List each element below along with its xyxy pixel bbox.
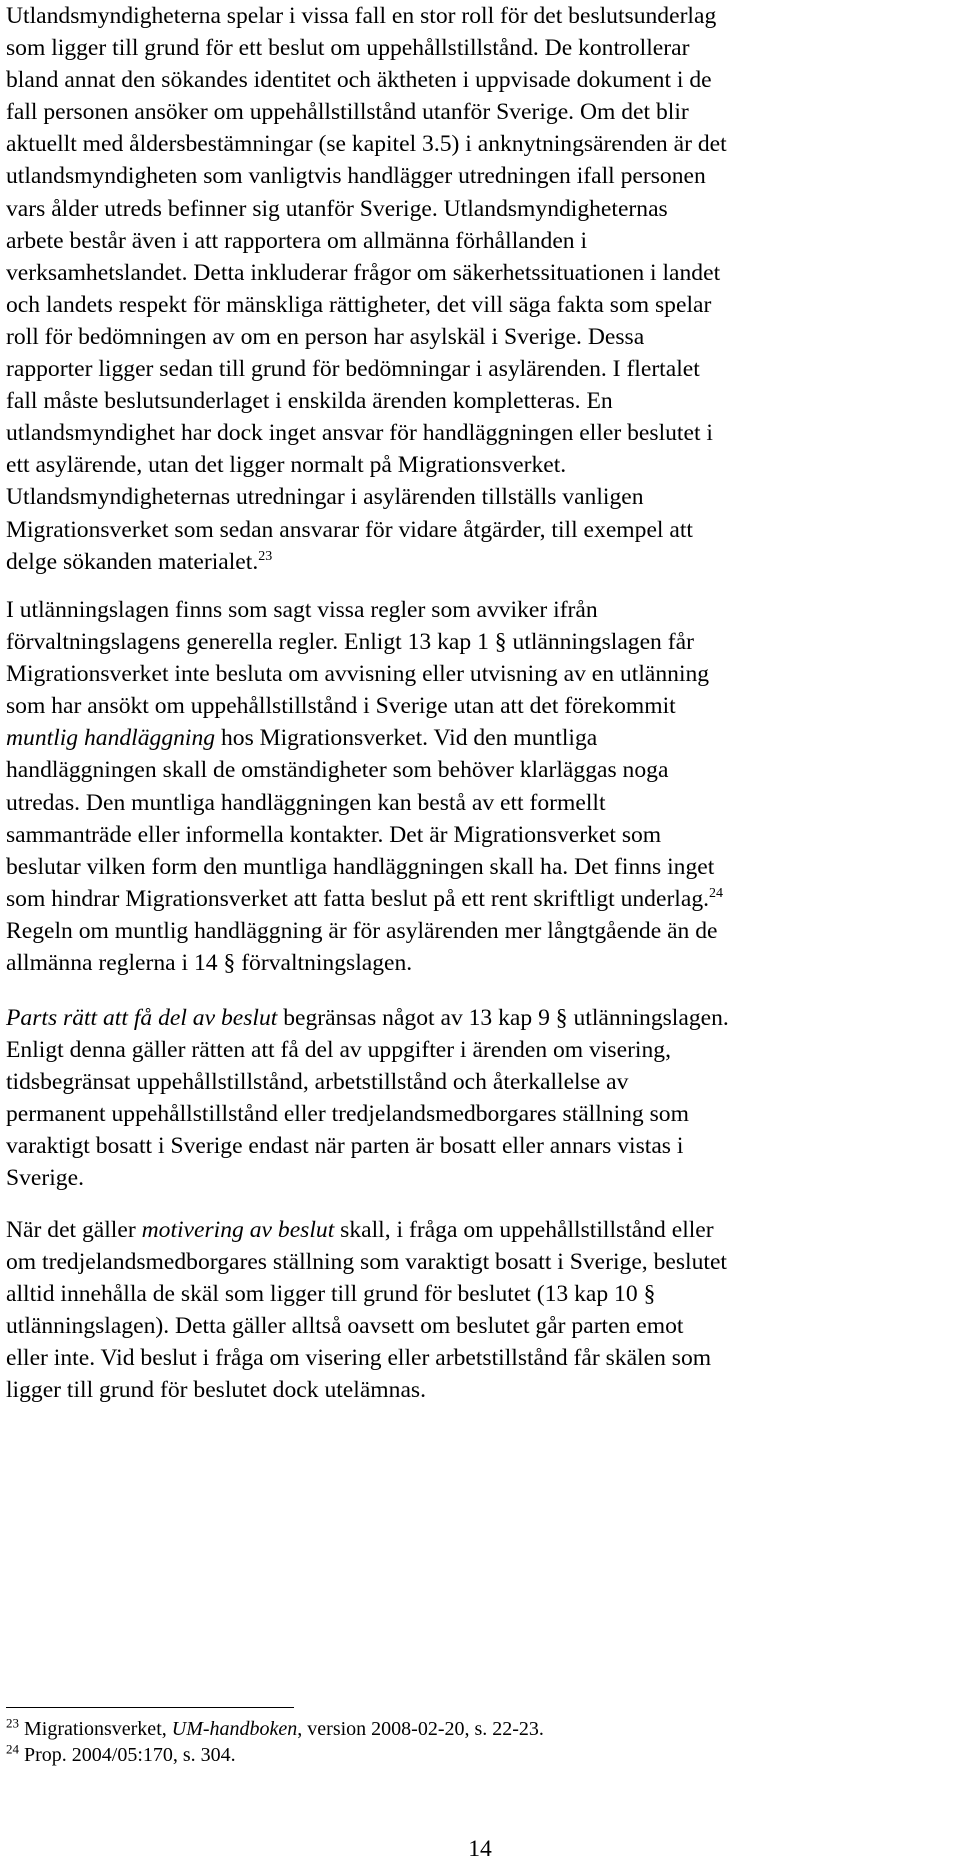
text-line [6,353,727,385]
text-run: utlänningslagen). Detta gäller alltså oavsett om beslutet går parten emot [6,1313,684,1340]
text-run: handläggningen skall de omständigheter som behöver klarläggas noga [6,757,669,784]
text-run: rapporter ligger sedan till grund för bedömningar i asylärenden. I flertalet [6,356,700,383]
text-line [6,514,727,546]
text-line [6,546,727,578]
text-line [6,1374,727,1406]
text-line [6,289,727,321]
text-line [6,754,723,786]
emphasis-text: UM-handboken [171,1718,298,1740]
text-run: allmänna reglerna i 14 [6,950,224,977]
text-line [6,819,723,851]
text-run: utlandsmyndigheten som vanligtvis handlägger utredningen ifall personen [6,163,706,190]
text-line [6,417,727,449]
text-run: fall personen ansöker om uppehållstillstånd utanför Sverige. Om det blir [6,99,689,126]
text-run: roll för bedömningen av om en person har asylskäl i Sverige. Dessa [6,323,645,350]
text-run: Utlandsmyndigheterna spelar i vissa fall en stor roll för det beslutsunderlag [6,3,717,29]
text-run: eller inte. Vid beslut i fråga om visering eller arbetstillstånd får skälen som [6,1345,712,1372]
section-sign: § [223,950,236,977]
footnote-24 [6,1742,236,1768]
text-run: om tredjelandsmedborgares ställning som varaktigt bosatt i Sverige, beslutet [6,1249,727,1276]
text-line [6,1130,729,1162]
text-run: fall måste beslutsunderlaget i enskilda ärenden kompletteras. En [6,388,613,415]
text-run: vars ålder utreds befinner sig utanför Sverige. Utlandsmyndigheternas [6,195,668,222]
emphasis-text: muntlig handläggning [6,725,216,752]
text-line [6,787,723,819]
text-line [6,64,727,96]
text-line [6,225,727,257]
footnote-ref: 23 [258,548,273,564]
text-line [6,257,727,289]
text-run: Prop. 2004/05:170, s. 304. [24,1744,236,1766]
paragraph-muntlig-handlaggning [6,594,723,979]
emphasis-text: Parts rätt att få del av beslut [6,1005,278,1031]
text-run: Migrationsverket, [24,1718,172,1740]
text-run: och landets respekt för mänskliga rättigheter, det vill säga fakta som spelar [6,291,712,318]
text-run: permanent uppehållstillstånd eller tredjelandsmedborgares ställning som [6,1101,689,1128]
text-line [6,1310,727,1342]
text-run: som har ansökt om uppehållstillstånd i Sverige utan att det förekommit [6,693,676,720]
footnote-number: 23 [6,1715,19,1731]
text-line [6,193,727,225]
text-line [6,690,723,722]
text-line [6,321,727,353]
text-run: Sverige. [6,1165,84,1192]
text-run: beslutar vilken form den muntliga handläggningen skall ha. Det finns inget [6,853,715,880]
text-line [6,1278,727,1310]
text-line [6,160,727,192]
text-run: verksamhetslandet. Detta inkluderar frågor om säkerhetssituationen i landet [6,259,721,286]
text-line [6,1002,729,1034]
text-line [6,1246,727,1278]
paragraph-parts-ratt [6,1002,729,1195]
text-line [6,449,727,481]
text-line [6,658,723,690]
text-run: tidsbegränsat uppehållstillstånd, arbetstillstånd och återkallelse av [6,1069,629,1096]
text-run: ligger till grund för beslutet dock utelämnas. [6,1377,426,1404]
text-run: alltid innehålla de skäl som ligger till grund för beslutet (13 kap 10 [6,1281,644,1308]
text-run: bland annat den sökandes identitet och äktheten i uppvisade dokument i de [6,67,712,94]
emphasis-text: motivering av beslut [141,1217,335,1243]
text-run: Migrationsverket inte besluta om avvisning eller utvisning av en utlänning [6,661,710,688]
page-number: 14 [468,1836,492,1862]
footnote-separator [6,1707,294,1708]
text-line [6,481,727,513]
text-line [6,626,723,658]
text-run: utlänningslagen. [567,1005,729,1031]
text-run: När det gäller [6,1217,142,1243]
text-line [6,851,723,883]
text-run: utlandsmyndighet har dock inget ansvar för handläggningen eller beslutet i [6,420,713,447]
text-line [6,1098,729,1130]
text-run: Migrationsverket som sedan ansvarar för vidare åtgärder, till exempel att [6,516,693,543]
text-line [6,96,727,128]
text-line [6,1214,727,1246]
paragraph-motivering [6,1214,727,1407]
text-run: I utlänningslagen finns som sagt vissa regler som avviker ifrån [6,597,598,623]
text-line [6,722,723,754]
text-line [6,915,723,947]
text-run: begränsas något av 13 kap 9 [277,1005,556,1031]
text-run: varaktigt bosatt i Sverige endast när parten är bosatt eller annars vistas i [6,1133,684,1160]
text-run: , version 2008-02-20, s. 22-23. [297,1718,544,1740]
section-sign: § [643,1281,656,1308]
text-run: arbete består även i att rapportera om allmänna förhållanden i [6,227,588,254]
text-line [6,1342,727,1374]
text-line [6,947,723,979]
text-run: delge sökanden materialet. [6,548,259,575]
text-run: Utlandsmyndigheternas utredningar i asylärenden tillställs vanligen [6,484,644,511]
text-run: utlänningslagen får [506,629,694,656]
text-line [6,385,727,417]
text-run: som hindrar Migrationsverket att fatta beslut på ett rent skriftligt underlag. [6,885,710,912]
section-sign: § [555,1005,568,1031]
text-line [6,594,723,626]
text-run: förvaltningslagens generella regler. Enligt 13 kap 1 [6,629,495,656]
text-run: Enligt denna gäller rätten att få del av uppgifter i ärenden om visering, [6,1037,671,1064]
text-run: hos Migrationsverket. Vid den muntliga [215,725,598,752]
text-run: Regeln om muntlig handläggning är för asylärenden mer långtgående än de [6,917,718,944]
text-line [6,1066,729,1098]
text-line [6,1162,729,1194]
text-run: skall, i fråga om uppehållstillstånd eller [334,1217,714,1243]
text-line [6,883,723,915]
text-run: förvaltningslagen. [235,950,413,977]
footnote-ref: 24 [709,885,724,901]
footnote-number: 24 [6,1741,19,1757]
text-run: som ligger till grund för ett beslut om uppehållstillstånd. De kontrollerar [6,35,690,62]
text-run: aktuellt med åldersbestämningar (se kapitel 3.5) i anknytningsärenden är det [6,131,727,158]
text-run: sammanträde eller informella kontakter. Det är Migrationsverket som [6,821,662,848]
footnote-23 [6,1716,544,1742]
text-line [6,128,727,160]
text-line [6,0,727,32]
text-line [6,32,727,64]
text-run: ett asylärende, utan det ligger normalt på Migrationsverket. [6,452,567,479]
section-sign: § [494,629,507,656]
text-run: utredas. Den muntliga handläggningen kan bestå av ett formellt [6,789,606,816]
paragraph-utlandsmyndigheter [6,0,727,578]
text-line [6,1034,729,1066]
